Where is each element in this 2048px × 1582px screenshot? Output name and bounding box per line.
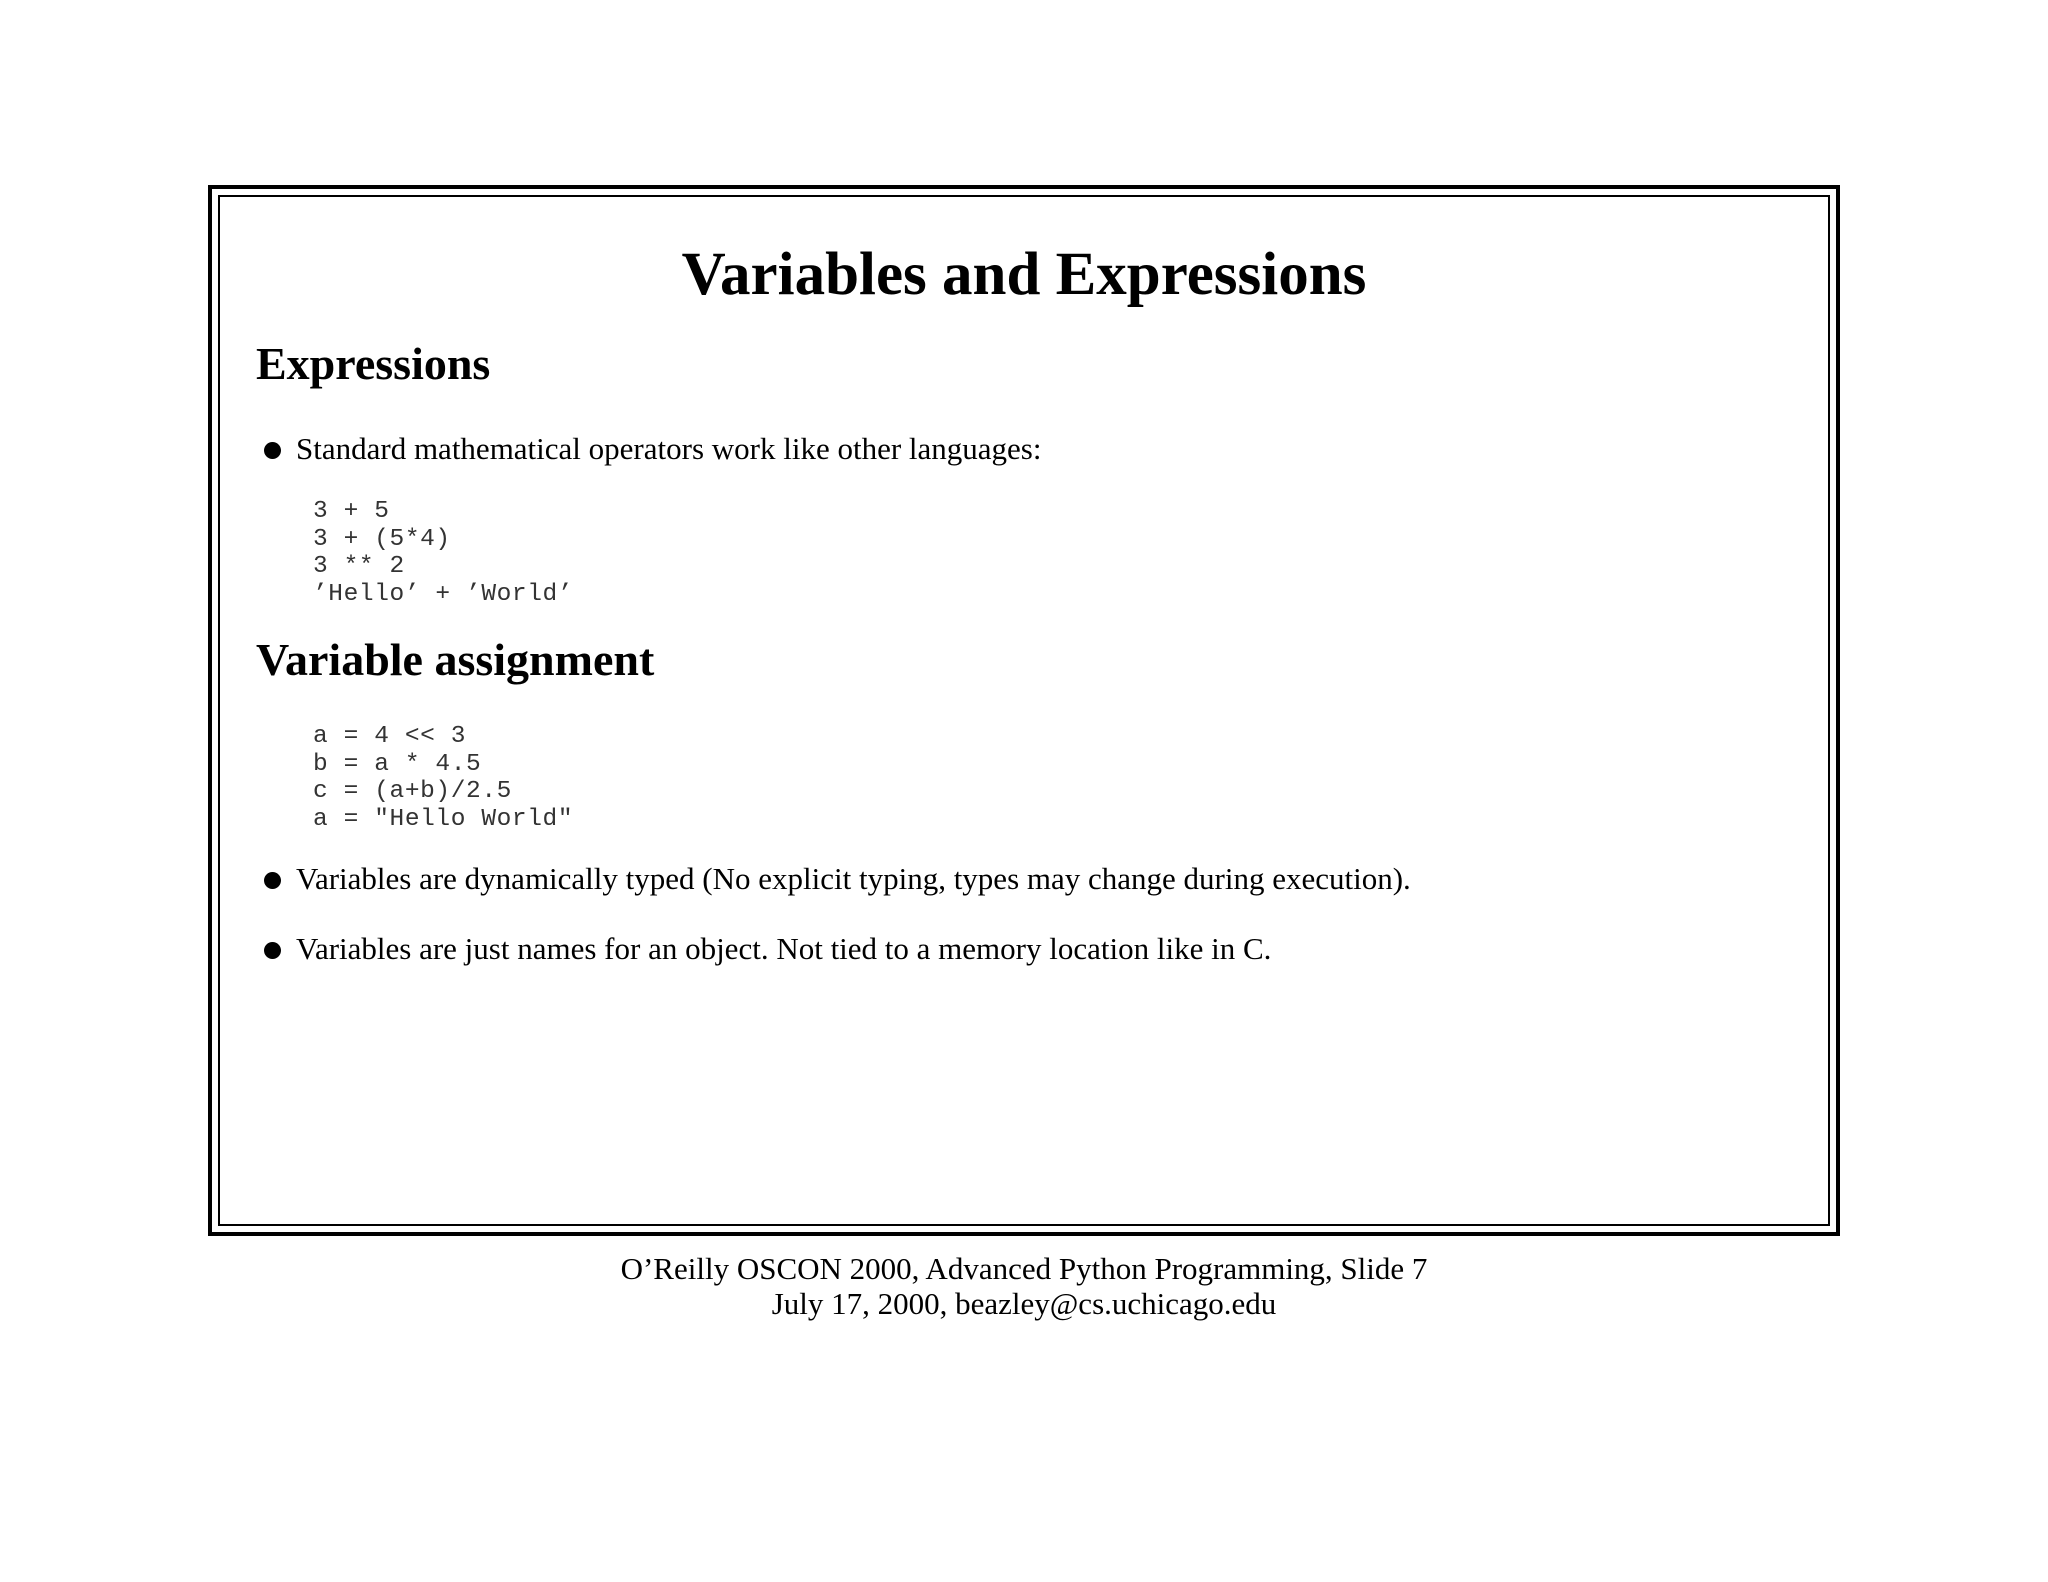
bullet-text: Variables are just names for an object. Not tied to a memory location like in C. <box>296 931 1272 966</box>
slide-title: Variables and Expressions <box>681 241 1367 308</box>
bullet-names-for-objects <box>296 930 1271 967</box>
code-line: 3 ** 2 <box>313 553 405 580</box>
section-heading-expressions: Expressions <box>256 338 491 389</box>
footer-conference-line: O’Reilly OSCON 2000, Advanced Python Programming, Slide 7 <box>620 1251 1428 1286</box>
code-line: ’Hello’ + ’World’ <box>313 580 574 608</box>
code-line: 3 + (5*4) <box>313 525 451 553</box>
code-block-assignment <box>313 723 573 833</box>
code-line: b = a * 4.5 <box>313 750 482 778</box>
code-line: a = "Hello World" <box>313 805 574 833</box>
code-line: c = (a+b)/2.5 <box>313 778 512 805</box>
slide-frame <box>208 185 1840 1236</box>
bullet-dot-icon <box>264 942 281 959</box>
bullet-operators <box>296 430 1041 467</box>
code-line: a = 4 << 3 <box>313 723 467 750</box>
footer-date-email-line: July 17, 2000, beazley@cs.uchicago.edu <box>771 1286 1277 1321</box>
section-heading-variable-assignment: Variable assignment <box>256 634 655 685</box>
bullet-text: Standard mathematical operators work like other languages: <box>296 431 1042 466</box>
bullet-dynamic-typing <box>296 860 1411 897</box>
bullet-dot-icon <box>264 872 281 889</box>
code-block-expressions <box>313 498 573 608</box>
slide-inner-border <box>218 195 1830 1226</box>
code-line: 3 + 5 <box>313 498 390 525</box>
bullet-text: Variables are dynamically typed (No explicit typing, types may change during execution). <box>296 861 1411 896</box>
bullet-dot-icon <box>264 442 281 459</box>
